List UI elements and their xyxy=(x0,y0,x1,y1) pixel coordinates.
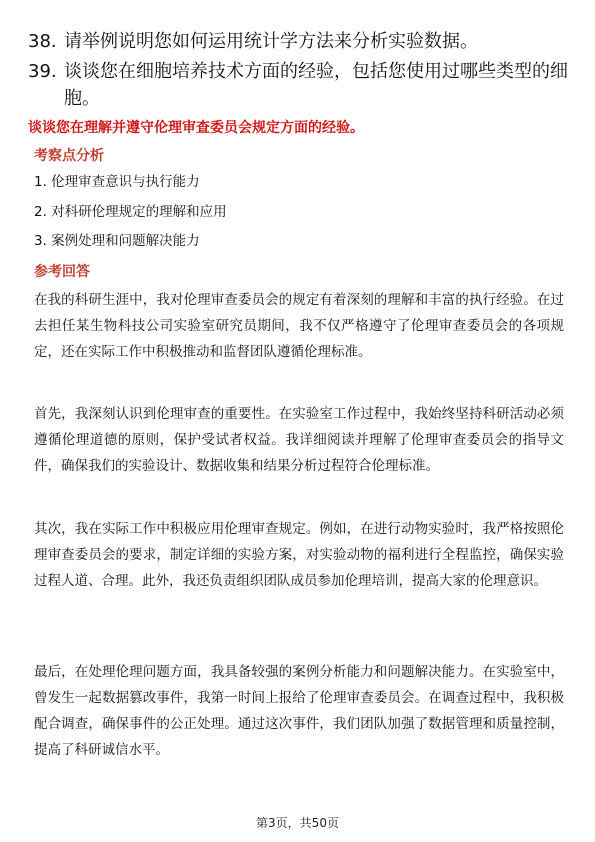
analysis-item: 1. 伦理审查意识与执行能力 xyxy=(34,174,200,190)
question-text: 请举例说明您如何运用统计学方法来分析实验数据。 xyxy=(64,31,478,52)
question-38 xyxy=(28,28,568,55)
current-question-title: 谈谈您在理解并遵守伦理审查委员会规定方面的经验。 xyxy=(28,120,364,136)
analysis-item: 3. 案例处理和问题解决能力 xyxy=(34,233,200,249)
question-text-line1: 谈谈您在细胞培养技术方面的经验，包括您使用过哪些类型的细 xyxy=(64,61,568,82)
question-39 xyxy=(28,58,568,112)
question-text-line2: 胞。 xyxy=(64,88,100,109)
question-number: 38. xyxy=(28,31,57,52)
question-number: 39. xyxy=(28,61,57,82)
answer-paragraph-2: 首先，我深刻认识到伦理审查的重要性。在实验室工作过程中，我始终坚持科研活动必须遵循伦理道德的原则，保护受试者权益。我详细阅读并理解了伦理审查委员会的指导文件，确保我们的实验设计、数据收集和结果分析过程符合伦理标准。 xyxy=(34,406,564,474)
answer-heading: 参考回答 xyxy=(34,264,90,280)
answer-paragraph-1: 在我的科研生涯中，我对伦理审查委员会的规定有着深刻的理解和丰富的执行经验。在过去担任某生物科技公司实验室研究员期间，我不仅严格遵守了伦理审查委员会的各项规定，还在实际工作中积极推动和监督团队遵循伦理标准。 xyxy=(34,292,564,360)
answer-paragraph-3: 其次，我在实际工作中积极应用伦理审查规定。例如，在进行动物实验时，我严格按照伦理审查委员会的要求，制定详细的实验方案，对实验动物的福利进行全程监控，确保实验过程人道、合理。此外，我还负责组织团队成员参加伦理培训，提高大家的伦理意识。 xyxy=(34,521,564,589)
answer-paragraph-4: 最后，在处理伦理问题方面，我具备较强的案例分析能力和问题解决能力。在实验室中，曾发生一起数据篡改事件，我第一时间上报给了伦理审查委员会。在调查过程中，我积极配合调查，确保事件的公正处理。通过这次事件，我们团队加强了数据管理和质量控制，提高了科研诚信水平。 xyxy=(34,664,564,758)
analysis-heading: 考察点分析 xyxy=(34,148,104,164)
analysis-item: 2. 对科研伦理规定的理解和应用 xyxy=(34,204,227,220)
page-number: 第3页，共50页 xyxy=(256,816,339,830)
